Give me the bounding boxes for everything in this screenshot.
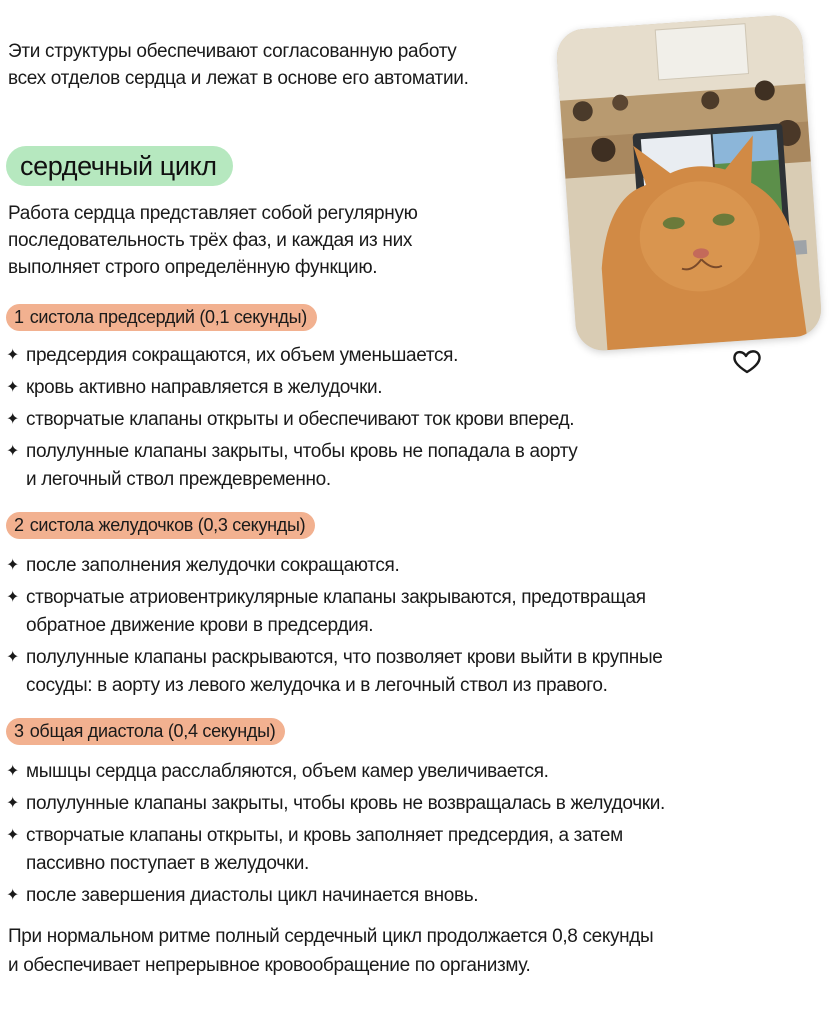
list-item [6, 882, 806, 910]
list-item [6, 758, 806, 786]
phase-2-list [6, 552, 806, 704]
list-item [6, 790, 806, 818]
lead-line: последовательность трёх фаз, и каждая из них [8, 230, 413, 251]
outro-line: При нормальном ритме полный сердечный цикл продолжается 0,8 секунды [8, 926, 654, 947]
outro-line: и обеспечивает непрерывное кровообращение по организму. [8, 955, 531, 976]
bullet-text: сосуды: в аорту из левого желудочка и в легочный ствол из правого. [26, 675, 608, 696]
bullet-text: полулунные клапаны раскрываются, что позволяет крови выйти в крупные [26, 647, 663, 668]
lead-line: Работа сердца представляет собой регулярную [8, 203, 418, 224]
bullet-text: кровь активно направляется в желудочки. [26, 377, 383, 398]
list-item [6, 374, 806, 402]
lead-paragraph [8, 200, 528, 281]
bullet-text: и легочный ствол преждевременно. [26, 469, 331, 490]
diamond-star-icon: ✦ [6, 589, 20, 606]
phase-title: общая диастола (0,4 секунды) [29, 721, 276, 741]
outro-paragraph [8, 922, 798, 980]
diamond-star-icon: ✦ [6, 649, 20, 666]
diamond-star-icon: ✦ [6, 443, 20, 460]
lead-line: выполняет строго определённую функцию. [8, 257, 378, 278]
bullet-text: пассивно поступает в желудочки. [26, 853, 309, 874]
bullet-text: мышцы сердца расслабляются, объем камер увеличивается. [26, 761, 549, 782]
intro-line: всех отделов сердца и лежат в основе его автоматии. [8, 68, 469, 89]
phase-number: 3 [14, 721, 24, 741]
bullet-text: полулунные клапаны закрыты, чтобы кровь не возвращалась в желудочки. [26, 793, 665, 814]
phase-3-pill [6, 718, 285, 745]
phase-title: систола предсердий (0,1 секунды) [29, 307, 307, 327]
phase-1-pill [6, 304, 317, 331]
bullet-text: обратное движение крови в предсердия. [26, 615, 374, 636]
cat-laptop-photo [555, 14, 823, 352]
phase-title: систола желудочков (0,3 секунды) [29, 515, 306, 535]
diamond-star-icon: ✦ [6, 827, 20, 844]
bullet-text: створчатые клапаны открыты, и кровь заполняет предсердия, а затем [26, 825, 623, 846]
list-item [6, 822, 806, 878]
phase-1-list [6, 342, 806, 498]
list-item [6, 438, 806, 494]
diamond-star-icon: ✦ [6, 887, 20, 904]
bullet-text: предсердия сокращаются, их объем уменьшается. [26, 345, 459, 366]
bullet-text: полулунные клапаны закрыты, чтобы кровь не попадала в аорту [26, 441, 578, 462]
intro-line: Эти структуры обеспечивают согласованную работу [8, 41, 457, 62]
list-item [6, 644, 806, 700]
phase-number: 1 [14, 307, 24, 327]
diamond-star-icon: ✦ [6, 763, 20, 780]
bullet-text: створчатые атриовентрикулярные клапаны закрываются, предотвращая [26, 587, 646, 608]
list-item [6, 552, 806, 580]
phase-3-list [6, 758, 806, 914]
bullet-text: после заполнения желудочки сокращаются. [26, 555, 400, 576]
list-item [6, 406, 806, 434]
bullet-text: после завершения диастолы цикл начинается вновь. [26, 885, 479, 906]
list-item [6, 584, 806, 640]
diamond-star-icon: ✦ [6, 347, 20, 364]
list-item [6, 342, 806, 370]
cat-laptop-illustration [555, 14, 823, 352]
diamond-star-icon: ✦ [6, 795, 20, 812]
bullet-text: створчатые клапаны открыты и обеспечивают ток крови вперед. [26, 409, 575, 430]
phase-number: 2 [14, 515, 24, 535]
diamond-star-icon: ✦ [6, 379, 20, 396]
intro-paragraph [8, 38, 548, 92]
section-title-pill: сердечный цикл [6, 146, 233, 186]
diamond-star-icon: ✦ [6, 557, 20, 574]
diamond-star-icon: ✦ [6, 411, 20, 428]
phase-2-pill [6, 512, 315, 539]
